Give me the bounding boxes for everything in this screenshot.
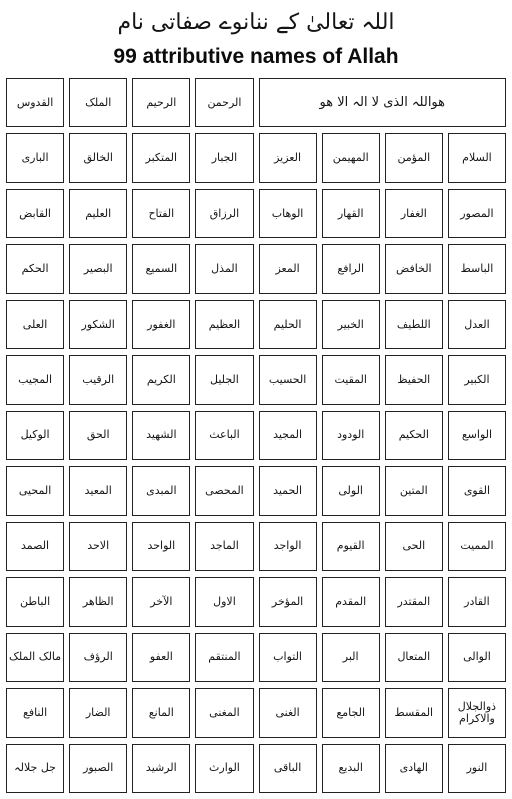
name-cell: المجید: [259, 411, 317, 460]
name-cell: الرافع: [322, 244, 380, 293]
name-cell: النافع: [6, 688, 64, 737]
name-cell: القھار: [322, 189, 380, 238]
name-cell: الواسع: [448, 411, 506, 460]
english-title: 99 attributive names of Allah: [113, 45, 399, 68]
name-cell: الحکم: [6, 244, 64, 293]
name-cell: مالک الملک: [6, 633, 64, 682]
name-cell: المحیی: [6, 466, 64, 515]
name-cell: الملک: [69, 78, 127, 127]
name-cell: الغفار: [385, 189, 443, 238]
name-cell: الرشید: [132, 744, 190, 793]
name-cell: الآخر: [132, 577, 190, 626]
name-cell: الصبور: [69, 744, 127, 793]
name-cell: ھواللہ الذی لا الہ الا ھو: [259, 78, 507, 127]
names-grid: [6, 78, 506, 793]
name-cell: النور: [448, 744, 506, 793]
name-cell: العلی: [6, 300, 64, 349]
name-cell: الباطن: [6, 577, 64, 626]
name-cell: الحکیم: [385, 411, 443, 460]
name-cell: البر: [322, 633, 380, 682]
name-cell: الرزاق: [195, 189, 253, 238]
name-cell: الکبیر: [448, 355, 506, 404]
name-cell: ذوالجلال والاکرام: [448, 688, 506, 737]
name-cell: العزیز: [259, 133, 317, 182]
name-cell: الحفیظ: [385, 355, 443, 404]
name-cell: المھیمن: [322, 133, 380, 182]
name-cell: القدوس: [6, 78, 64, 127]
name-cell: الوارث: [195, 744, 253, 793]
name-cell: الخبیر: [322, 300, 380, 349]
name-cell: الودود: [322, 411, 380, 460]
name-cell: الوھاب: [259, 189, 317, 238]
name-cell: المصور: [448, 189, 506, 238]
name-cell: المؤمن: [385, 133, 443, 182]
name-cell: العفو: [132, 633, 190, 682]
name-cell: الخافض: [385, 244, 443, 293]
name-cell: المقدم: [322, 577, 380, 626]
name-cell: العلیم: [69, 189, 127, 238]
name-cell: الجلیل: [195, 355, 253, 404]
name-cell: المقتدر: [385, 577, 443, 626]
name-cell: المعز: [259, 244, 317, 293]
name-cell: الوالی: [448, 633, 506, 682]
name-cell: الباری: [6, 133, 64, 182]
name-cell: المنتقم: [195, 633, 253, 682]
name-cell: العظیم: [195, 300, 253, 349]
urdu-title: اللہ تعالیٰ کے ننانوے صفاتی نام: [117, 10, 395, 35]
name-cell: المجیب: [6, 355, 64, 404]
name-cell: المتکبر: [132, 133, 190, 182]
name-cell: الجامع: [322, 688, 380, 737]
name-cell: الضار: [69, 688, 127, 737]
name-cell: الحسیب: [259, 355, 317, 404]
name-cell: البصیر: [69, 244, 127, 293]
name-cell: الغنی: [259, 688, 317, 737]
name-cell: الماجد: [195, 522, 253, 571]
name-cell: الشکور: [69, 300, 127, 349]
name-cell: الجبار: [195, 133, 253, 182]
name-cell: الغفور: [132, 300, 190, 349]
name-cell: العدل: [448, 300, 506, 349]
name-cell: المعید: [69, 466, 127, 515]
name-cell: جل جلالہ: [6, 744, 64, 793]
name-cell: القیوم: [322, 522, 380, 571]
name-cell: الاول: [195, 577, 253, 626]
name-cell: الصمد: [6, 522, 64, 571]
name-cell: الفتاح: [132, 189, 190, 238]
name-cell: الظاھر: [69, 577, 127, 626]
name-cell: الباعث: [195, 411, 253, 460]
name-cell: الباسط: [448, 244, 506, 293]
name-cell: السمیع: [132, 244, 190, 293]
name-cell: الشھید: [132, 411, 190, 460]
name-cell: المتعال: [385, 633, 443, 682]
name-cell: المذل: [195, 244, 253, 293]
name-cell: اللطیف: [385, 300, 443, 349]
name-cell: المحصی: [195, 466, 253, 515]
name-cell: الھادی: [385, 744, 443, 793]
name-cell: التواب: [259, 633, 317, 682]
name-cell: المؤخر: [259, 577, 317, 626]
name-cell: الرحمن: [195, 78, 253, 127]
name-cell: السلام: [448, 133, 506, 182]
name-cell: البدیع: [322, 744, 380, 793]
name-cell: الحق: [69, 411, 127, 460]
name-cell: الواجد: [259, 522, 317, 571]
name-cell: القابض: [6, 189, 64, 238]
name-cell: الباقی: [259, 744, 317, 793]
name-cell: الکریم: [132, 355, 190, 404]
name-cell: المانع: [132, 688, 190, 737]
name-cell: المغنی: [195, 688, 253, 737]
name-cell: الرؤف: [69, 633, 127, 682]
name-cell: الرحیم: [132, 78, 190, 127]
name-cell: الولی: [322, 466, 380, 515]
name-cell: المقیت: [322, 355, 380, 404]
name-cell: الواحد: [132, 522, 190, 571]
name-cell: المتین: [385, 466, 443, 515]
name-cell: القوی: [448, 466, 506, 515]
name-cell: المبدی: [132, 466, 190, 515]
name-cell: الحمید: [259, 466, 317, 515]
name-cell: الحی: [385, 522, 443, 571]
name-cell: الوکیل: [6, 411, 64, 460]
name-cell: الحلیم: [259, 300, 317, 349]
name-cell: الممیت: [448, 522, 506, 571]
name-cell: المقسط: [385, 688, 443, 737]
name-cell: الاحد: [69, 522, 127, 571]
name-cell: الخالق: [69, 133, 127, 182]
name-cell: الرقیب: [69, 355, 127, 404]
name-cell: القادر: [448, 577, 506, 626]
